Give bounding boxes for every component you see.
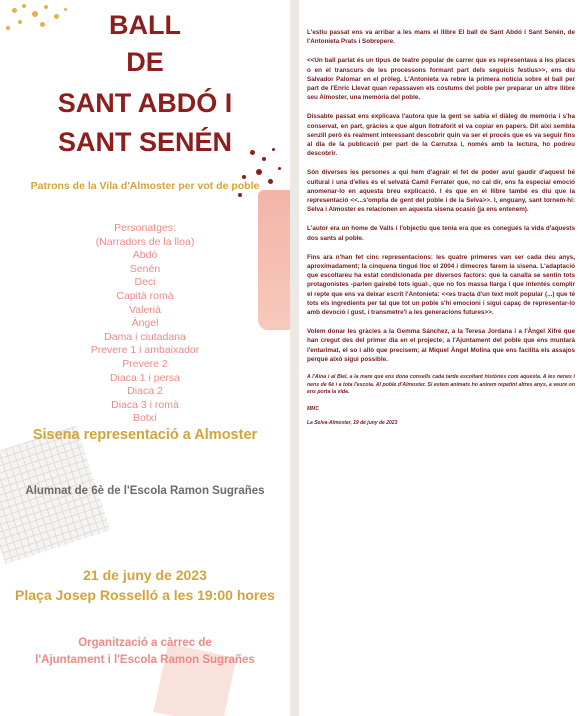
poster-page	[0, 0, 290, 716]
event-datetime	[0, 565, 290, 605]
cast-item: Deci	[134, 276, 156, 289]
title-line-3: SANT ABDÓ I	[57, 88, 233, 118]
organizer-line-2: l'Ajuntament i l'Escola Ramon Sugrañes	[35, 654, 255, 666]
cast-item: Prevere 2	[122, 357, 168, 370]
cast-item: Diaca 2	[127, 385, 163, 398]
article-page	[299, 0, 581, 716]
students-line: Alumnat de 6è de l'Escola Ramon Sugrañes	[25, 485, 265, 497]
article-paragraph: L'autor era un home de Valls i l'objectiu que tenia era que es conegués la vida d'aquests dos sants al poble.	[307, 225, 575, 242]
article-paragraph: Dissabte passat ens explicava l'autora que la gent se sabia el diàleg de memòria i s'ha conservat, en part, gràcies a que algun llotraforit el va copiar en papers. Dit així sembla senzill però és realment interessant descobrir quin va ser el procés que es va seguir fins al dia de la publicació per part de la Carrutxa i, només amb la lectura, ho podreu descobrir.	[307, 113, 575, 158]
article-paragraph: Volem donar les gràcies a la Gemma Sánchez, a la Teresa Jordana i a l'Àngel Xifré que han cregut des del primer dia en el projecte; a l'Ajuntament del poble que ens muntarà l'entarimat, el so i allò que precisem; al Miquel Àngel Molina que ens facilita els assajos perquè això sigui possible.	[307, 328, 575, 363]
cast-item: Dama i ciutadana	[104, 330, 186, 343]
page-gap	[290, 0, 299, 716]
cast-item: Abdó	[132, 249, 158, 262]
subtitle: Patrons de la Vila d'Almoster per vot de poble	[30, 180, 260, 192]
organizer	[0, 635, 290, 669]
article-paragraph: Fins ara n'han fet cinc representacions: les quatre primeres van ser cada deu anys, aproximadament; la cinquena tingué lloc el 2004 i dimecres farem la sisena. L'adaptació que escoltareu ha estat condicionada per diversos factors: que la canalla se sentin tots protagonistes -parlen gairebé tots igual-, que no fos massa llarga i que intentés complir el repte que ens va deixar escrit l'Antonieta: <<es tracta d'un text molt popular (...) que té tots els ingredients per tal que tot un poble s'hi emocioni i sigui capaç de representar-lo amb devoció i gust, i transmetre'l a les generacions futures>>.	[307, 253, 575, 317]
cast-item: Àngel	[131, 317, 159, 330]
article-paragraph: Són diverses les persones a qui hem d'agrair el fet de poder avui gaudir d'aquest bé cultural i una d'elles és el selvatà Camil Ferrater que, no cal dir, ens fa especial emoció anomenar-lo en aquesta breu explicació. I és que en el llibre també es diu que la representació <<...s'omplia de gent del poble i de la Selva>>. I, enguany, sant tornem-hi: Selva i Almoster es relacionen en aquesta sisena ocasió (ja ens entenem).	[307, 169, 575, 214]
article-place-date: La Selva-Almoster, 19 de juny de 2023	[307, 419, 398, 426]
cast-item: (Narradors de la lloa)	[95, 235, 195, 248]
article-paragraph: L'estiu passat ens va arribar a les mans el llibre El ball de Sant Abdó i Sant Senén, de l'Antonieta Prats i Sobrepere.	[307, 29, 575, 46]
cast-item: Prevere 1 i ambaixador	[90, 344, 200, 357]
title-line-2: DE	[126, 47, 164, 77]
cast-item: Capità romà	[116, 289, 174, 302]
article-signature: MMC	[307, 406, 319, 413]
title-line-4: SANT SENÉN	[57, 127, 233, 157]
cast-item: Diaca 3 i romà	[111, 398, 179, 411]
organizer-line-1: Organització a càrrec de	[78, 637, 212, 649]
title-line-1: BALL	[109, 10, 181, 40]
cast-item: Valerià	[129, 303, 161, 316]
cast-list	[0, 222, 290, 426]
cast-item: Senén	[129, 262, 161, 275]
event-place-time: Plaça Josep Rosselló a les 19:00 hores	[15, 587, 275, 603]
cast-heading: Personatges:	[114, 222, 176, 234]
article-paragraph: <<Un ball parlat és un tipus de teatre popular de carrer que es representava a les places o en el transcurs de les processons formant part dels seguicis festius>>, ens diu Salvador Palomar en el pròleg. L'Antonieta va rebre la primera notícia sobre el ball per part de l'Enric Llevat quan repassaven els costums del poble per preparar un altre llibre seu Almoster, una memòria del poble.	[307, 57, 575, 102]
event-date: 21 de juny de 2023	[83, 567, 207, 583]
article-text	[307, 28, 575, 432]
cast-item: Diaca 1 i persa	[109, 371, 181, 384]
article-dedication: A l'Aina i al Biel, a la mare que ens dona consells cada tarde escoltant històries com aquesta. A les nenes i nens de 6è i a tota l'escola. Al poble d'Almoster. Si estem animats ho anirem repetint altres anys, a veure on ens porta la vida.	[307, 374, 575, 395]
performance-heading: Sisena representació a Almoster	[32, 427, 258, 443]
cast-item: Botxí	[133, 412, 157, 425]
